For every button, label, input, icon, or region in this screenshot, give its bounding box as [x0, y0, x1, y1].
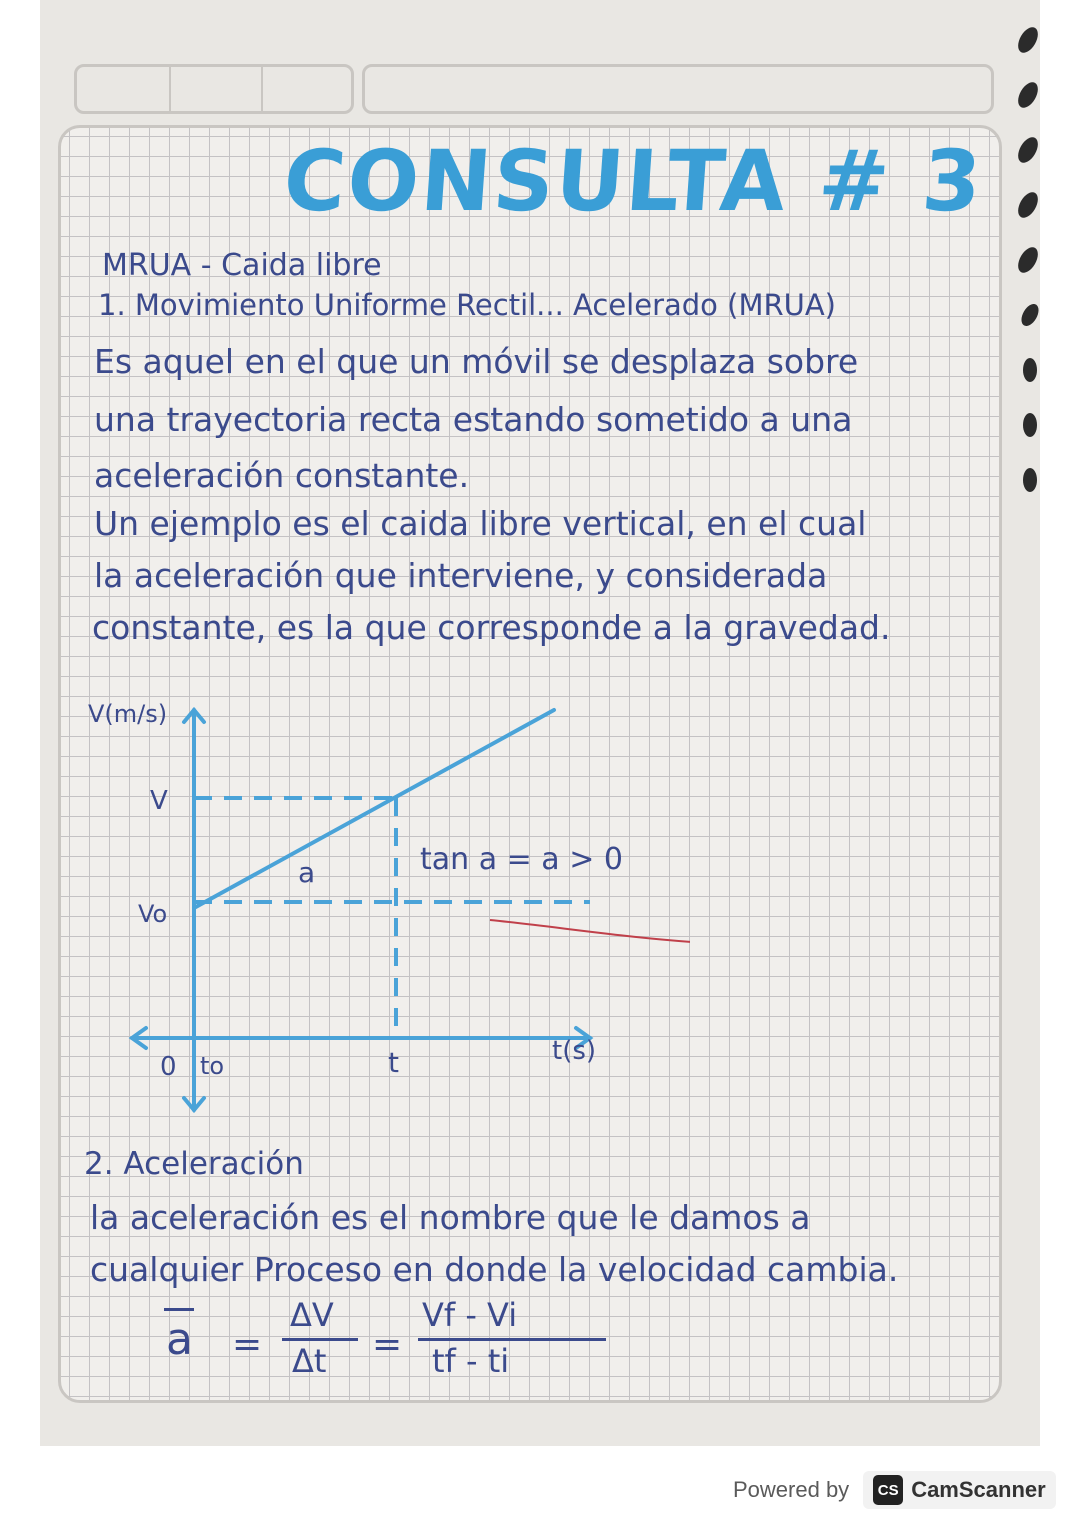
fraction-bar: [418, 1338, 606, 1341]
subject-line: MRUA - Caida libre: [102, 248, 382, 283]
y-axis-label: V(m/s): [88, 700, 168, 728]
t0-label: to: [200, 1052, 225, 1080]
spiral-ring: [1023, 413, 1037, 437]
origin-label: 0: [160, 1052, 177, 1082]
spiral-ring: [1014, 244, 1040, 276]
formula-delta-t: Δt: [292, 1342, 327, 1380]
section1-line: aceleración constante.: [94, 456, 470, 495]
camscanner-badge: [863, 1471, 1056, 1509]
powered-by-text: Powered by: [733, 1477, 850, 1502]
spiral-ring: [1014, 24, 1040, 56]
spiral-ring: [1014, 134, 1040, 166]
formula-vf-vi: Vf - Vi: [422, 1296, 518, 1334]
section1-line: una trayectoria recta estando sometido a una: [94, 400, 853, 439]
spiral-ring: [1023, 468, 1037, 492]
camscanner-brand: CamScanner: [911, 1477, 1046, 1502]
header-divider: [169, 67, 171, 111]
header-title-box: [362, 64, 994, 114]
section2-line: cualquier Proceso en donde la velocidad cambia.: [90, 1250, 899, 1289]
fraction-bar: [282, 1338, 358, 1341]
v-label: V: [150, 786, 168, 816]
header-date-boxes: [74, 64, 354, 114]
tangent-label: tan a = a > 0: [420, 842, 623, 877]
spiral-ring: [1023, 358, 1037, 382]
formula-lhs-vector-arrow: [164, 1308, 194, 1311]
angle-label: a: [298, 856, 316, 889]
velocity-line: [194, 710, 554, 908]
section1-line: la aceleración que interviene, y considerada: [94, 556, 828, 595]
section1-heading: 1. Movimiento Uniforme Rectil... Acelerado (MRUA): [98, 288, 836, 322]
spiral-ring: [1014, 79, 1040, 111]
formula-delta-v: ΔV: [290, 1296, 334, 1334]
t-label: t: [388, 1046, 399, 1079]
acceleration-formula: [160, 1296, 620, 1380]
section1-line: Es aquel en el que un móvil se desplaza sobre: [94, 342, 859, 381]
section2-heading: 2. Aceleración: [84, 1146, 304, 1182]
scanner-watermark: [733, 1470, 1056, 1510]
x-axis-label: t(s): [552, 1036, 597, 1066]
formula-tf-ti: tf - ti: [432, 1342, 510, 1380]
annotation-red-line: [490, 920, 690, 945]
equals-sign: =: [372, 1324, 403, 1365]
camscanner-logo-icon: CS: [873, 1475, 903, 1505]
v0-label: Vo: [138, 900, 168, 928]
section2-line: la aceleración es el nombre que le damos a: [90, 1198, 811, 1237]
section1-line: Un ejemplo es el caida libre vertical, en el cual: [94, 504, 867, 543]
section1-line: constante, es la que corresponde a la gravedad.: [92, 608, 891, 647]
header-divider: [261, 67, 263, 111]
spiral-ring: [1014, 189, 1040, 221]
spiral-ring: [1018, 301, 1040, 329]
formula-lhs: a: [166, 1314, 193, 1365]
page-title: CONSULTA # 3: [280, 132, 987, 230]
equals-sign: =: [232, 1324, 263, 1365]
